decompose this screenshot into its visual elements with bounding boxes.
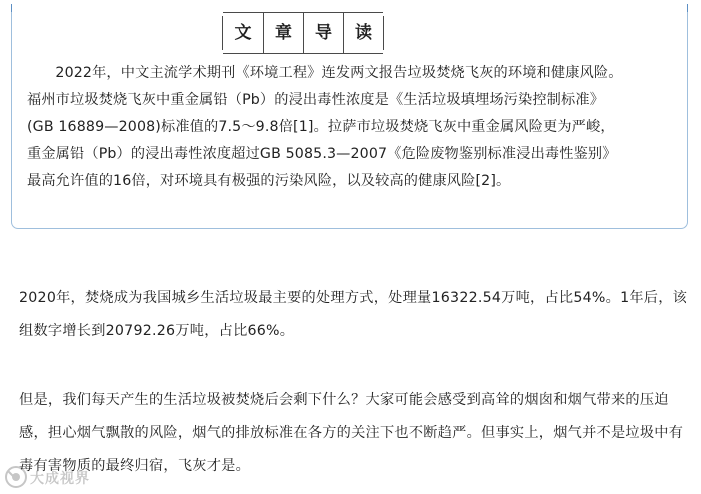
watermark-text: 大成视界 (30, 471, 90, 487)
body-paragraph: 2020年，焚烧成为我国城乡生活垃圾最主要的处理方式，处理量16322.54万吨，占比54%。1年后，该组数字增长到20792.26万吨，占比66%。 (19, 290, 688, 339)
guide-title-char: 导 (303, 13, 343, 53)
guide-summary-text: 2022年，中文主流学术期刊《环境工程》连发两文报告垃圾焚烧飞灰的环境和健康风险。福州市垃圾焚烧飞灰中重金属铅（Pb）的浸出毒性浓度是《生活垃圾填埋场污染控制标准》(GB 16889—2008)标准值的7.5～9.8倍[1]。拉萨市垃圾焚烧飞灰中重金属风险更为严峻，重金属铅（Pb）的浸出毒性浓度超过GB 5085.3—2007《危险废物鉴别标准浸出毒性鉴别》最高允许值的16倍，对环境具有极强的污染风险，以及较高的健康风险[2]。 (27, 65, 623, 189)
guide-title-char: 章 (263, 13, 303, 53)
article-guide-box (11, 4, 688, 229)
body-paragraph: 但是，我们每天产生的生活垃圾被焚烧后会剩下什么？大家可能会感受到高耸的烟囱和烟气带来的压迫感，担心烟气飘散的风险，烟气的排放标准在各方的关注下也不断趋严。但事实上，烟气并不是垃圾中有毒有害物质的最终归宿，飞灰才是。 (19, 392, 684, 474)
guide-title-char: 文 (234, 23, 252, 43)
guide-title (223, 12, 383, 54)
camera-logo-icon (4, 465, 28, 489)
guide-title-char: 读 (343, 13, 383, 53)
watermark (4, 464, 114, 490)
